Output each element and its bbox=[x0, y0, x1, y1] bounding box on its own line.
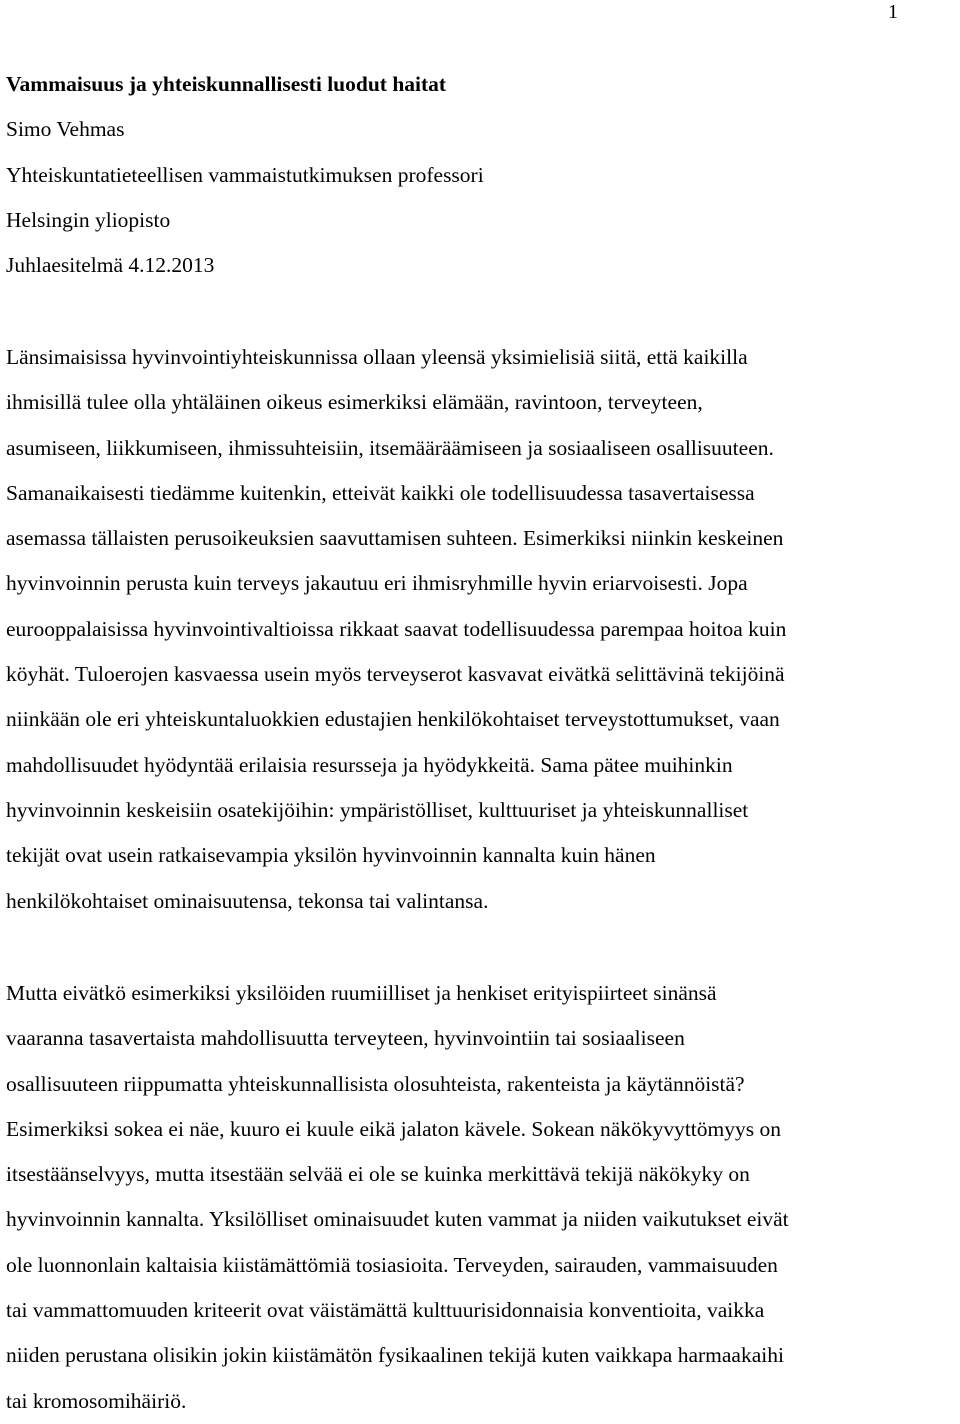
paragraph-line: hyvinvoinnin kannalta. Yksilölliset ominaisuudet kuten vammat ja niiden vaikutukset eivät bbox=[6, 1207, 789, 1232]
paragraph-line: ole luonnonlain kaltaisia kiistämättömiä tosiasioita. Terveyden, sairauden, vammaisuuden bbox=[6, 1252, 778, 1277]
paragraph-line: mahdollisuudet hyödyntää erilaisia resursseja ja hyödykkeitä. Sama pätee muihinkin bbox=[6, 752, 733, 777]
paragraph-line: ihmisillä tulee olla yhtäläinen oikeus esimerkiksi elämään, ravintoon, terveyteen, bbox=[6, 390, 703, 415]
paragraph-line: Esimerkiksi sokea ei näe, kuuro ei kuule eikä jalaton kävele. Sokean näkökyvyttömyys on bbox=[6, 1116, 781, 1141]
paragraph-line: tai vammattomuuden kriteerit ovat väistämättä kulttuurisidonnaisia konventioita, vaikka bbox=[6, 1298, 765, 1323]
paragraph-line: Mutta eivätkö esimerkiksi yksilöiden ruumiilliset ja henkiset erityispiirteet sinänsä bbox=[6, 981, 717, 1005]
paragraph-1 bbox=[6, 335, 956, 924]
author-name: Simo Vehmas bbox=[6, 117, 125, 142]
paragraph-line: asumiseen, liikkumiseen, ihmissuhteisiin, itsemääräämiseen ja sosiaaliseen osallisuuteen. bbox=[6, 435, 774, 460]
paragraph-line: hyvinvoinnin keskeisiin osatekijöihin: ympäristölliset, kulttuuriset ja yhteiskunnalliset bbox=[6, 797, 749, 822]
paragraph-line: niinkään ole eri yhteiskuntaluokkien edustajien henkilökohtaiset terveystottumukset, vaan bbox=[6, 707, 780, 732]
paragraph-line: tekijät ovat usein ratkaisevampia yksilön hyvinvoinnin kannalta kuin hänen bbox=[6, 843, 656, 868]
author-institution: Helsingin yliopisto bbox=[6, 207, 171, 232]
paragraph-line: eurooppalaisissa hyvinvointivaltioissa rikkaat saavat todellisuudessa parempaa hoitoa kuin bbox=[6, 616, 787, 641]
occasion-date: Juhlaesitelmä 4.12.2013 bbox=[6, 253, 215, 278]
author-position: Yhteiskuntatieteellisen vammaistutkimuksen professori bbox=[6, 162, 484, 187]
paragraph-line: Länsimaisissa hyvinvointiyhteiskunnissa ollaan yleensä yksimielisiä siitä, että kaikilla bbox=[6, 345, 748, 369]
paragraph-line: henkilökohtaiset ominaisuutensa, tekonsa tai valintansa. bbox=[6, 888, 489, 913]
paragraph-line: niiden perustana olisikin jokin kiistämätön fysikaalinen tekijä kuten vaikkapa harmaakaihi bbox=[6, 1343, 784, 1368]
paragraph-line: asemassa tällaisten perusoikeuksien saavuttamisen suhteen. Esimerkiksi niinkin keskeinen bbox=[6, 526, 784, 551]
paragraph-line: Samanaikaisesti tiedämme kuitenkin, etteivät kaikki ole todellisuudessa tasavertaisessa bbox=[6, 480, 755, 505]
paragraph-line: tai kromosomihäiriö. bbox=[6, 1388, 187, 1413]
document-header bbox=[6, 62, 954, 288]
document-title: Vammaisuus ja yhteiskunnallisesti luodut haitat bbox=[6, 72, 447, 96]
paragraph-2 bbox=[6, 971, 956, 1424]
paragraph-line: vaaranna tasavertaista mahdollisuutta terveyteen, hyvinvointiin tai sosiaaliseen bbox=[6, 1026, 685, 1051]
paragraph-line: itsestäänselvyys, mutta itsestään selvää ei ole se kuinka merkittävä tekijä näkökyky on bbox=[6, 1162, 750, 1187]
paragraph-line: osallisuuteen riippumatta yhteiskunnallisista olosuhteista, rakenteista ja käytännöistä? bbox=[6, 1071, 745, 1096]
paragraph-line: hyvinvoinnin perusta kuin terveys jakautuu eri ihmisryhmille hyvin eriarvoisesti. Jopa bbox=[6, 571, 748, 596]
page-number: 1 bbox=[888, 1, 898, 23]
paragraph-line: köyhät. Tuloerojen kasvaessa usein myös terveyserot kasvavat eivätkä selittävinä tekijöinä bbox=[6, 662, 785, 687]
